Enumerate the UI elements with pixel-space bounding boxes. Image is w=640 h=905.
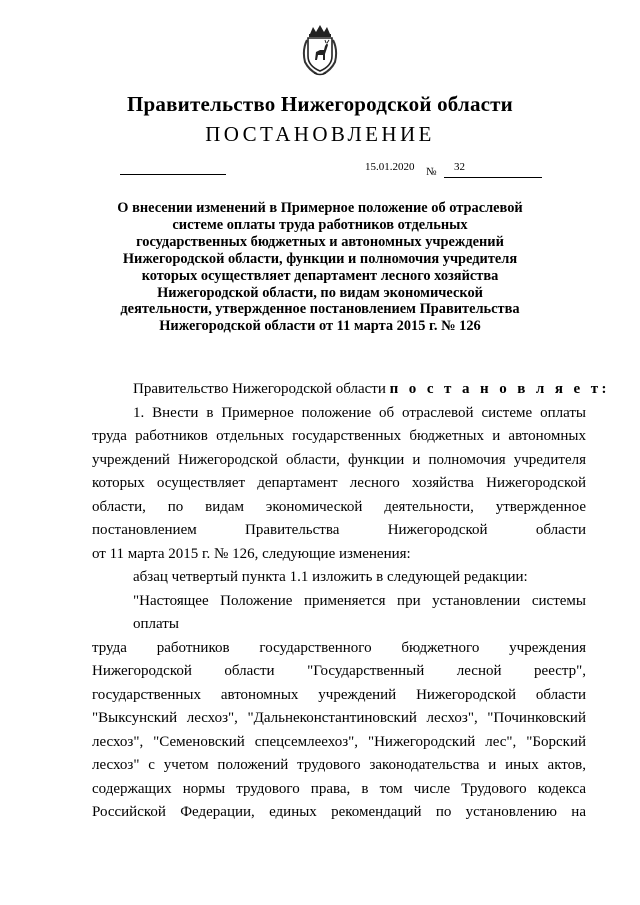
body-line: Российской Федерации, единых рекомендаций по установлению на (92, 804, 586, 820)
number-underline (444, 177, 542, 178)
body-line: "Настоящее Положение применяется при установлении системы оплаты (133, 592, 586, 632)
number-sign: № (426, 166, 437, 178)
blank-date-line (120, 174, 226, 175)
body-line: лесхоз", "Семеновский спецсемлеехоз", "Нижегородский лес", "Борский (92, 733, 586, 750)
title-line: Нижегородской области, по видам экономической (157, 284, 483, 301)
preamble-keyword: п о с т а н о в л я е т: (389, 381, 610, 397)
body-line: от 11 марта 2015 г. № 126, следующие изменения: (92, 545, 411, 562)
body-line: учреждений Нижегородской области, функции и полномочия учредителя (92, 451, 586, 468)
body-line: области, по видам экономической деятельности, утвержденное (92, 498, 586, 515)
title-line: которых осуществляет департамент лесного хозяйства (141, 267, 499, 284)
body-line: труда работников государственного бюджетного учреждения (92, 639, 586, 656)
body-line: Нижегородской области "Государственный лесной реестр", (92, 663, 586, 679)
body-line: постановлением Правительства Нижегородской области (92, 522, 586, 538)
body-line: абзац четвертый пункта 1.1 изложить в следующей редакции: (133, 569, 528, 585)
government-name: Правительство Нижегородской области (127, 92, 513, 116)
body-line: которых осуществляет департамент лесного хозяйства Нижегородской (92, 475, 586, 491)
title-line: государственных бюджетных и автономных учреждений (136, 233, 504, 250)
document-title (92, 200, 548, 335)
title-line: системе оплаты труда работников отдельных (172, 216, 468, 233)
document-body (92, 378, 610, 825)
document-date: 15.01.2020 (365, 161, 415, 173)
body-line: труда работников отдельных государственных бюджетных и автономных (92, 428, 586, 444)
document-number: 32 (454, 161, 465, 173)
coat-of-arms-emblem (301, 24, 339, 76)
title-line: Нижегородской области, функции и полномочия учредителя (122, 250, 518, 267)
title-line: Нижегородской области от 11 марта 2015 г. № 126 (159, 318, 481, 335)
body-line: 1. Внести в Примерное положение об отраслевой системе оплаты (133, 404, 586, 421)
document-type: ПОСТАНОВЛЕНИЕ (205, 122, 435, 146)
title-line: деятельности, утвержденное постановлением Правительства (120, 301, 520, 318)
preamble-text: Правительство Нижегородской области (133, 381, 386, 397)
body-line: лесхоз" с учетом положений трудового законодательства и иных актов, (92, 757, 586, 773)
body-line: содержащих нормы трудового права, в том числе Трудового кодекса (92, 780, 586, 797)
preamble (92, 378, 610, 402)
body-line: государственных автономных учреждений Нижегородской области (92, 686, 586, 703)
body-line: "Выксунский лесхоз", "Дальнеконстантиновский лесхоз", "Починковский (92, 710, 586, 726)
title-line: О внесении изменений в Примерное положение об отраслевой (117, 200, 523, 216)
